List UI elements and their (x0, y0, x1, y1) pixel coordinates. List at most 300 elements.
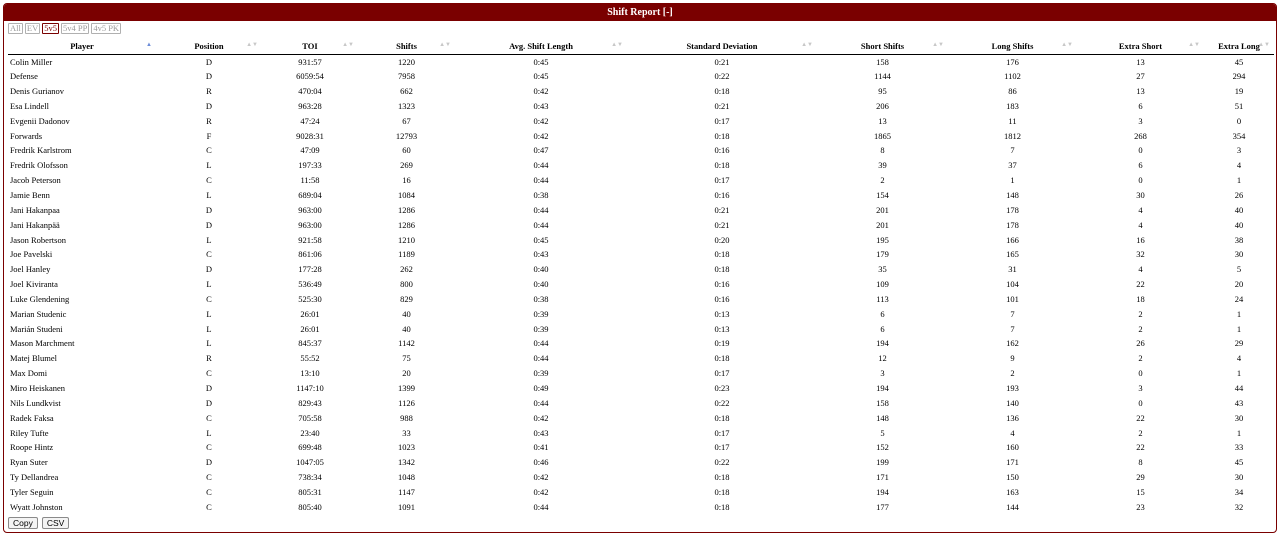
filter-5v5[interactable]: 5v5 (44, 23, 57, 33)
table-row (8, 351, 1274, 366)
table-cell: 40 (1234, 219, 1244, 230)
table-cell: 0:13 (714, 308, 730, 319)
table-cell: 13 (1136, 86, 1145, 97)
table-cell: 32 (1136, 249, 1145, 260)
player-name-cell: Marián Studeni (10, 323, 63, 334)
column-header-label: Player (70, 41, 94, 52)
table-cell: 1126 (398, 397, 415, 408)
table-cell: 22 (1136, 279, 1145, 290)
player-name-cell: Mason Marchment (10, 338, 75, 349)
table-row (8, 292, 1274, 307)
table-row (8, 54, 1274, 69)
table-cell: F (206, 130, 212, 141)
table-cell: 178 (1006, 219, 1019, 230)
table-cell: 0:45 (533, 234, 549, 245)
shift-report-panel (3, 3, 1277, 533)
table-cell: 1144 (874, 71, 891, 82)
table-row (8, 381, 1274, 396)
shift-report-table (8, 39, 1274, 514)
table-cell: 177:28 (298, 264, 322, 275)
player-name-cell: Jani Hakanpaa (10, 204, 60, 215)
table-cell: L (206, 323, 212, 334)
table-row (8, 113, 1274, 128)
table-cell: 177 (876, 501, 889, 512)
player-name-cell: Riley Tufte (10, 427, 49, 438)
table-cell: 30 (1234, 472, 1244, 483)
table-cell: 861:06 (298, 249, 322, 260)
table-cell: 4 (1138, 204, 1143, 215)
table-cell: 95 (878, 86, 887, 97)
player-name-cell: Jamie Benn (10, 190, 50, 201)
column-header-toi[interactable] (262, 39, 358, 54)
table-cell: 18 (1136, 293, 1145, 304)
table-row (8, 440, 1274, 455)
table-cell: 1084 (398, 190, 415, 201)
table-cell: 23 (1136, 501, 1145, 512)
table-cell: 4 (1236, 353, 1242, 364)
table-cell: 4 (1138, 219, 1143, 230)
table-cell: 0:45 (533, 71, 549, 82)
table-cell: 0:16 (714, 190, 730, 201)
table-cell: 0:39 (533, 323, 549, 334)
table-row (8, 262, 1274, 277)
player-name-cell: Fredrik Karlstrom (10, 145, 72, 156)
table-cell: 1323 (398, 100, 415, 111)
table-cell: 269 (400, 160, 413, 171)
table-cell: 13:10 (300, 368, 320, 379)
table-cell: 845:37 (298, 338, 322, 349)
column-header-label: Avg. Shift Length (509, 41, 573, 52)
table-cell: 0:22 (714, 397, 730, 408)
table-cell: D (205, 219, 213, 230)
player-name-cell: Wyatt Johnston (10, 501, 63, 512)
player-name-cell: Jacob Peterson (10, 175, 61, 186)
table-cell: 0:44 (533, 338, 549, 349)
table-cell: 0:17 (714, 115, 730, 126)
table-cell: 0:18 (714, 501, 730, 512)
table-cell: C (206, 145, 212, 156)
table-cell: 738:34 (298, 472, 322, 483)
table-cell: 38 (1234, 234, 1244, 245)
table-cell: 0:44 (533, 353, 549, 364)
table-cell: D (205, 56, 213, 67)
column-header-label: Long Shifts (991, 41, 1034, 52)
table-cell: 4 (1236, 160, 1242, 171)
player-name-cell: Matej Blumel (10, 353, 57, 364)
player-name-cell: Esa Lindell (10, 100, 49, 111)
table-cell: 1865 (874, 130, 891, 141)
player-name-cell: Joel Hanley (10, 264, 51, 275)
table-cell: 0:44 (533, 204, 549, 215)
column-header-extra-short[interactable] (1077, 39, 1204, 54)
table-cell: 931:57 (298, 56, 322, 67)
player-name-cell: Marian Studenic (10, 308, 67, 319)
player-name-cell: Max Domi (10, 368, 48, 379)
player-name-cell: Nils Lundkvist (10, 397, 61, 408)
table-cell: 43 (1234, 397, 1244, 408)
table-cell: 47:24 (300, 115, 320, 126)
table-cell: 0 (1138, 397, 1143, 408)
table-cell: 0:39 (533, 368, 549, 379)
table-cell: D (205, 71, 213, 82)
column-header-player[interactable] (8, 39, 156, 54)
table-cell: 1 (1010, 175, 1015, 186)
table-cell: 140 (1006, 397, 1019, 408)
table-cell: 2 (1138, 308, 1143, 319)
table-cell: C (206, 501, 212, 512)
table-cell: 2 (1138, 323, 1143, 334)
table-cell: 0:42 (533, 486, 549, 497)
table-cell: 171 (876, 472, 889, 483)
table-cell: 7 (1010, 145, 1015, 156)
table-cell: 0:21 (714, 204, 730, 215)
table-cell: 662 (400, 86, 413, 97)
player-name-cell: Defense (10, 71, 38, 82)
table-cell: 0:23 (714, 382, 730, 393)
table-cell: 699:48 (298, 442, 322, 453)
table-cell: 29 (1234, 338, 1244, 349)
table-cell: 1210 (398, 234, 415, 245)
table-row (8, 484, 1274, 499)
table-cell: D (205, 382, 213, 393)
column-header-long-shifts[interactable] (948, 39, 1077, 54)
table-cell: 5 (880, 427, 885, 438)
table-cell: 0:18 (714, 353, 730, 364)
table-cell: 1142 (398, 338, 415, 349)
table-cell: 171 (1006, 457, 1019, 468)
table-cell: 9 (1010, 353, 1015, 364)
table-cell: 4 (1010, 427, 1015, 438)
column-header-shifts[interactable] (358, 39, 455, 54)
table-cell: 34 (1234, 486, 1244, 497)
table-cell: 23:40 (300, 427, 320, 438)
table-cell: 1189 (398, 249, 415, 260)
table-cell: 805:40 (298, 501, 322, 512)
table-row (8, 143, 1274, 158)
table-cell: 162 (1006, 338, 1019, 349)
table-cell: 11 (1008, 115, 1017, 126)
filter-5v4-pp[interactable]: 5v4 PP (62, 23, 88, 33)
sort-icon: ▲▼ (1258, 42, 1270, 48)
column-header-avg-shift-length[interactable] (455, 39, 627, 54)
column-header-standard-deviation[interactable] (627, 39, 817, 54)
table-cell: 3 (1138, 382, 1143, 393)
table-cell: L (206, 190, 212, 201)
table-cell: C (206, 442, 212, 453)
table-cell: 470:04 (298, 86, 322, 97)
filter-4v5-pk[interactable]: 4v5 PK (93, 23, 120, 33)
table-cell: 9028:31 (296, 130, 324, 141)
table-cell: 2 (1138, 353, 1143, 364)
table-cell: 0:18 (714, 86, 730, 97)
table-cell: 988 (400, 412, 413, 423)
table-cell: D (205, 457, 213, 468)
table-cell: 0 (1138, 145, 1143, 156)
table-cell: 47:09 (300, 145, 320, 156)
table-cell: 144 (1006, 501, 1019, 512)
table-cell: 15 (1136, 486, 1145, 497)
player-name-cell: Joel Kiviranta (10, 279, 58, 290)
table-cell: 1342 (398, 457, 415, 468)
column-header-label: Extra Long (1218, 41, 1260, 52)
table-row (8, 499, 1274, 514)
sort-icon: ▲▼ (932, 42, 944, 48)
table-cell: 166 (1006, 234, 1019, 245)
table-cell: 37 (1008, 160, 1017, 171)
table-cell: 1286 (398, 204, 415, 215)
table-cell: 30 (1234, 412, 1244, 423)
table-cell: 201 (876, 204, 889, 215)
player-name-cell: Forwards (10, 130, 43, 141)
table-cell: 525:30 (298, 293, 322, 304)
column-header-label: Position (194, 41, 224, 52)
player-name-cell: Jani Hakanpää (10, 219, 60, 230)
table-cell: C (206, 368, 212, 379)
table-cell: 0:43 (533, 100, 549, 111)
table-cell: 150 (1006, 472, 1019, 483)
player-name-cell: Denis Gurianov (10, 86, 65, 97)
table-cell: 195 (876, 234, 889, 245)
table-cell: 0:41 (533, 442, 549, 453)
sort-icon: ▲▼ (801, 42, 813, 48)
table-cell: 183 (1006, 100, 1019, 111)
table-cell: 12 (878, 353, 887, 364)
table-cell: 51 (1234, 100, 1244, 111)
table-cell: L (206, 308, 212, 319)
table-cell: 3 (1236, 145, 1242, 156)
table-cell: 152 (876, 442, 889, 453)
table-cell: 0:42 (533, 115, 549, 126)
table-row (8, 99, 1274, 114)
table-cell: 354 (1232, 130, 1246, 141)
table-cell: 194 (876, 486, 889, 497)
table-cell: 262 (400, 264, 413, 275)
table-cell: 4 (1138, 264, 1143, 275)
table-cell: 13 (1136, 56, 1145, 67)
table-cell: 0:44 (533, 397, 549, 408)
table-cell: 0:42 (533, 472, 549, 483)
sort-icon: ▲▼ (1061, 42, 1073, 48)
table-cell: 0:38 (533, 190, 549, 201)
table-row (8, 336, 1274, 351)
table-cell: 0:44 (533, 501, 549, 512)
table-cell: 7 (1010, 308, 1015, 319)
table-cell: 193 (1006, 382, 1019, 393)
table-cell: 268 (1134, 130, 1147, 141)
table-row (8, 425, 1274, 440)
table-row (8, 306, 1274, 321)
table-cell: 0:49 (533, 382, 549, 393)
table-row (8, 69, 1274, 84)
table-cell: 7 (1010, 323, 1015, 334)
table-cell: 1147:10 (296, 382, 324, 393)
table-cell: 45 (1234, 457, 1244, 468)
table-cell: 26 (1234, 190, 1244, 201)
player-name-cell: Roope Hintz (10, 442, 54, 453)
table-cell: 30 (1234, 249, 1244, 260)
filter-all[interactable]: All (10, 23, 21, 33)
table-cell: 805:31 (298, 486, 322, 497)
sort-icon: ▲▼ (1188, 42, 1200, 48)
column-header-label: TOI (302, 41, 318, 52)
table-cell: 0:18 (714, 160, 730, 171)
table-cell: 1 (1236, 175, 1242, 186)
table-cell: 148 (876, 412, 889, 423)
table-cell: 829:43 (298, 397, 322, 408)
export-buttons (8, 517, 69, 529)
table-cell: L (206, 427, 212, 438)
table-cell: 33 (402, 427, 411, 438)
table-cell: 29 (1136, 472, 1145, 483)
table-cell: C (206, 175, 212, 186)
table-cell: 0:18 (714, 130, 730, 141)
table-row (8, 232, 1274, 247)
copy-button[interactable]: Copy (8, 517, 38, 529)
table-row (8, 247, 1274, 262)
table-cell: 1 (1236, 368, 1242, 379)
column-header-label: Standard Deviation (686, 41, 758, 52)
table-cell: 1147 (398, 486, 415, 497)
table-cell: 0:22 (714, 71, 730, 82)
table-cell: 55:52 (300, 353, 320, 364)
table-cell: 136 (1006, 412, 1019, 423)
table-cell: 1047:05 (296, 457, 324, 468)
table-cell: 2 (1138, 427, 1143, 438)
table-cell: C (206, 249, 212, 260)
table-cell: 1 (1236, 308, 1242, 319)
table-cell: 1 (1236, 427, 1242, 438)
column-header-extra-long[interactable] (1204, 39, 1274, 54)
table-cell: 0:19 (714, 338, 730, 349)
table-cell: 22 (1136, 442, 1145, 453)
table-cell: 75 (402, 353, 411, 364)
player-name-cell: Jason Robertson (10, 234, 66, 245)
table-cell: 86 (1008, 86, 1017, 97)
column-header-label: Extra Short (1118, 41, 1163, 52)
table-row (8, 217, 1274, 232)
player-name-cell: Joe Pavelski (10, 249, 53, 260)
sort-icon: ▲ (146, 42, 152, 48)
sort-icon: ▲▼ (342, 42, 354, 48)
table-row (8, 202, 1274, 217)
sort-icon: ▲▼ (246, 42, 258, 48)
table-cell: C (206, 412, 212, 423)
table-cell: 12793 (395, 130, 418, 141)
table-cell: 0:16 (714, 279, 730, 290)
table-row (8, 321, 1274, 336)
table-cell: 0:42 (533, 412, 549, 423)
table-row (8, 84, 1274, 99)
table-cell: R (206, 115, 212, 126)
table-cell: 0:43 (533, 249, 549, 260)
table-cell: 0:16 (714, 145, 730, 156)
table-cell: 178 (1006, 204, 1019, 215)
table-cell: 0:40 (533, 264, 549, 275)
table-cell: 27 (1136, 71, 1145, 82)
table-cell: 148 (1006, 190, 1019, 201)
table-cell: 0:17 (714, 368, 730, 379)
table-row (8, 395, 1274, 410)
table-cell: 800 (400, 279, 413, 290)
table-cell: 0:17 (714, 442, 730, 453)
table-cell: 0:20 (714, 234, 730, 245)
table-cell: 104 (1006, 279, 1019, 290)
table-cell: 7958 (398, 71, 415, 82)
table-cell: 113 (876, 293, 889, 304)
column-header-short-shifts[interactable] (817, 39, 948, 54)
table-cell: 16 (1136, 234, 1145, 245)
table-cell: 194 (876, 338, 889, 349)
table-cell: 0:16 (714, 293, 730, 304)
player-name-cell: Radek Faksa (10, 412, 54, 423)
table-cell: 294 (1232, 71, 1246, 82)
table-cell: 0:44 (533, 175, 549, 186)
table-body (8, 54, 1274, 514)
table-cell: 165 (1006, 249, 1019, 260)
table-row (8, 128, 1274, 143)
table-cell: 6059:54 (296, 71, 324, 82)
table-cell: 45 (1234, 56, 1244, 67)
table-cell: 1048 (398, 472, 415, 483)
table-cell: 0:21 (714, 100, 730, 111)
table-cell: 32 (1234, 501, 1244, 512)
table-cell: 194 (876, 382, 889, 393)
filter-ev[interactable]: EV (26, 23, 39, 33)
table-cell: 0:22 (714, 457, 730, 468)
table-cell: R (206, 353, 212, 364)
table-cell: 101 (1006, 293, 1019, 304)
table-cell: 1102 (1004, 71, 1021, 82)
table-cell: 3 (880, 368, 885, 379)
table-cell: 963:28 (298, 100, 322, 111)
table-cell: 30 (1136, 190, 1145, 201)
table-cell: 1 (1236, 323, 1242, 334)
table-cell: 921:58 (298, 234, 322, 245)
table-row (8, 366, 1274, 381)
table-cell: 39 (878, 160, 887, 171)
table-cell: 0 (1138, 175, 1143, 186)
table-cell: C (206, 293, 212, 304)
table-cell: 199 (876, 457, 889, 468)
table-cell: 0 (1138, 368, 1143, 379)
table-cell: 2 (1010, 368, 1015, 379)
player-name-cell: Colin Miller (10, 56, 53, 67)
table-cell: 206 (876, 100, 889, 111)
table-cell: 26:01 (300, 308, 320, 319)
csv-button[interactable]: CSV (42, 517, 69, 529)
table-cell: 40 (402, 308, 411, 319)
table-cell: 0:18 (714, 486, 730, 497)
table-row (8, 455, 1274, 470)
panel-title[interactable]: Shift Report [-] (4, 4, 1276, 21)
table-cell: 536:49 (298, 279, 322, 290)
table-cell: 0:44 (533, 219, 549, 230)
table-cell: R (206, 86, 212, 97)
column-header-position[interactable] (156, 39, 262, 54)
table-cell: 0:43 (533, 427, 549, 438)
table-cell: D (205, 204, 213, 215)
table-cell: 0:18 (714, 264, 730, 275)
table-cell: 3 (1138, 115, 1143, 126)
table-cell: L (206, 338, 212, 349)
table-cell: 19 (1234, 86, 1244, 97)
table-cell: 20 (402, 368, 411, 379)
table-cell: 160 (1006, 442, 1019, 453)
table-cell: 11:58 (300, 175, 320, 186)
table-cell: 179 (876, 249, 889, 260)
table-cell: 176 (1006, 56, 1019, 67)
table-cell: 197:33 (298, 160, 322, 171)
